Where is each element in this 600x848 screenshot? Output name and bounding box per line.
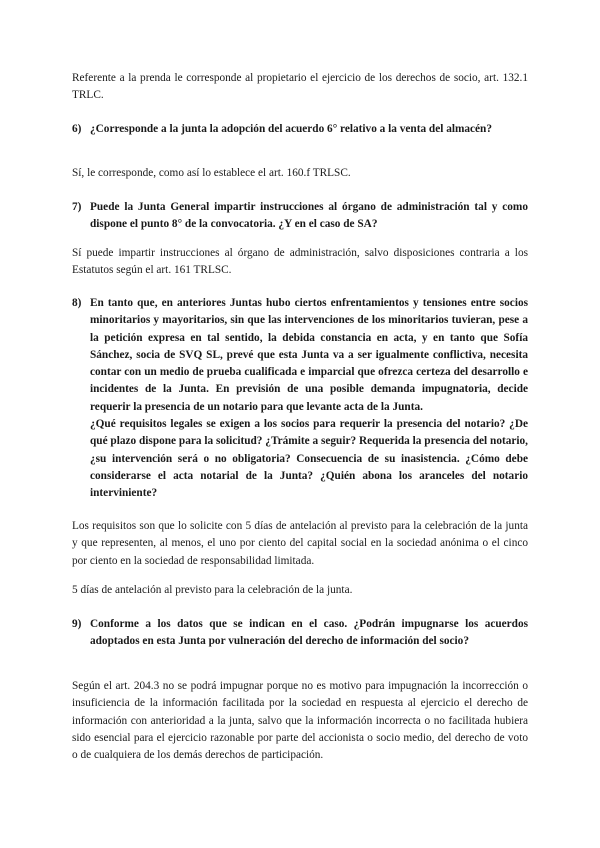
answer-9: Según el art. 204.3 no se podrá impugnar porque no es motivo para impugnación la incorrección o insuficiencia de la información facilitada por la sociedad en respuesta al ejercicio el derecho de información con anterioridad a la junta, salvo que la información incorrecta o no facilitada hubiera sido esencial para el ejercicio razonable por parte del accionista o socio medio, del derecho de voto o de cualquiera de los demás derechos de participación. [72, 680, 528, 762]
question-6-text: ¿Corresponde a la junta la adopción del acuerdo 6° relativo a la venta del almacén? [90, 123, 492, 135]
question-7-text: Puede la Junta General impartir instrucciones al órgano de administración tal y como dispone el punto 8° de la convocatoria. ¿Y en el caso de SA? [90, 201, 528, 231]
question-9-text: Conforme a los datos que se indican en el caso. ¿Podrán impugnarse los acuerdos adoptados en esta Junta por vulneración del derecho de información del socio? [90, 618, 528, 648]
question-8-subquestions: ¿Qué requisitos legales se exigen a los socios para requerir la presencia del notario? ¿De qué plazo dispone para la solicitud? ¿Trámite a seguir? Requerida la presencia del notario, ¿su intervención será o no obligatoria? Consecuencia de su inasistencia. ¿Cómo debe considerarse el acta notarial de la Junta? ¿Quién abona los aranceles del notario interviniente? [90, 418, 528, 500]
answer-7: Sí puede impartir instrucciones al órgano de administración, salvo disposiciones contraria a los Estatutos según el art. 161 TRLSC. [72, 247, 528, 277]
question-8-text: En tanto que, en anteriores Juntas hubo ciertos enfrentamientos y tensiones entre socios minoritarios y mayoritarios, sin que las intervenciones de los minoritarios tuvieran, pese a la petición expresa en tal sentido, la debida constancia en acta, y en tanto que Sofía Sánchez, socia de SVQ SL, prevé que esta Junta va a ser igualmente conflictiva, necesita contar con un medio de prueba cualificada e imparcial que ofrezca certeza del desarrollo e incidentes de la Junta. En previsión de una posible demanda impugnatoria, decide requerir la presencia de un notario para que levante acta de la Junta. [90, 297, 528, 413]
question-6-number: 6) [72, 123, 82, 135]
question-6 [72, 121, 528, 138]
question-8-number: 8) [72, 297, 82, 309]
question-9 [72, 616, 528, 651]
question-8 [72, 295, 528, 503]
question-9-number: 9) [72, 618, 82, 630]
answer-6: Sí, le corresponde, como así lo establece el art. 160.f TRLSC. [72, 167, 351, 179]
intro-paragraph: Referente a la prenda le corresponde al propietario el ejercicio de los derechos de socio, art. 132.1 TRLC. [72, 72, 528, 102]
answer-8-requirements: Los requisitos son que lo solicite con 5 días de antelación al previsto para la celebración de la junta y que representen, al menos, el uno por ciento del capital social en la sociedad anónima o el cinco por ciento en la sociedad de responsabilidad limitada. [72, 520, 528, 567]
question-7 [72, 199, 528, 234]
question-7-number: 7) [72, 201, 82, 213]
answer-8-deadline: 5 días de antelación al previsto para la celebración de la junta. [72, 584, 353, 596]
